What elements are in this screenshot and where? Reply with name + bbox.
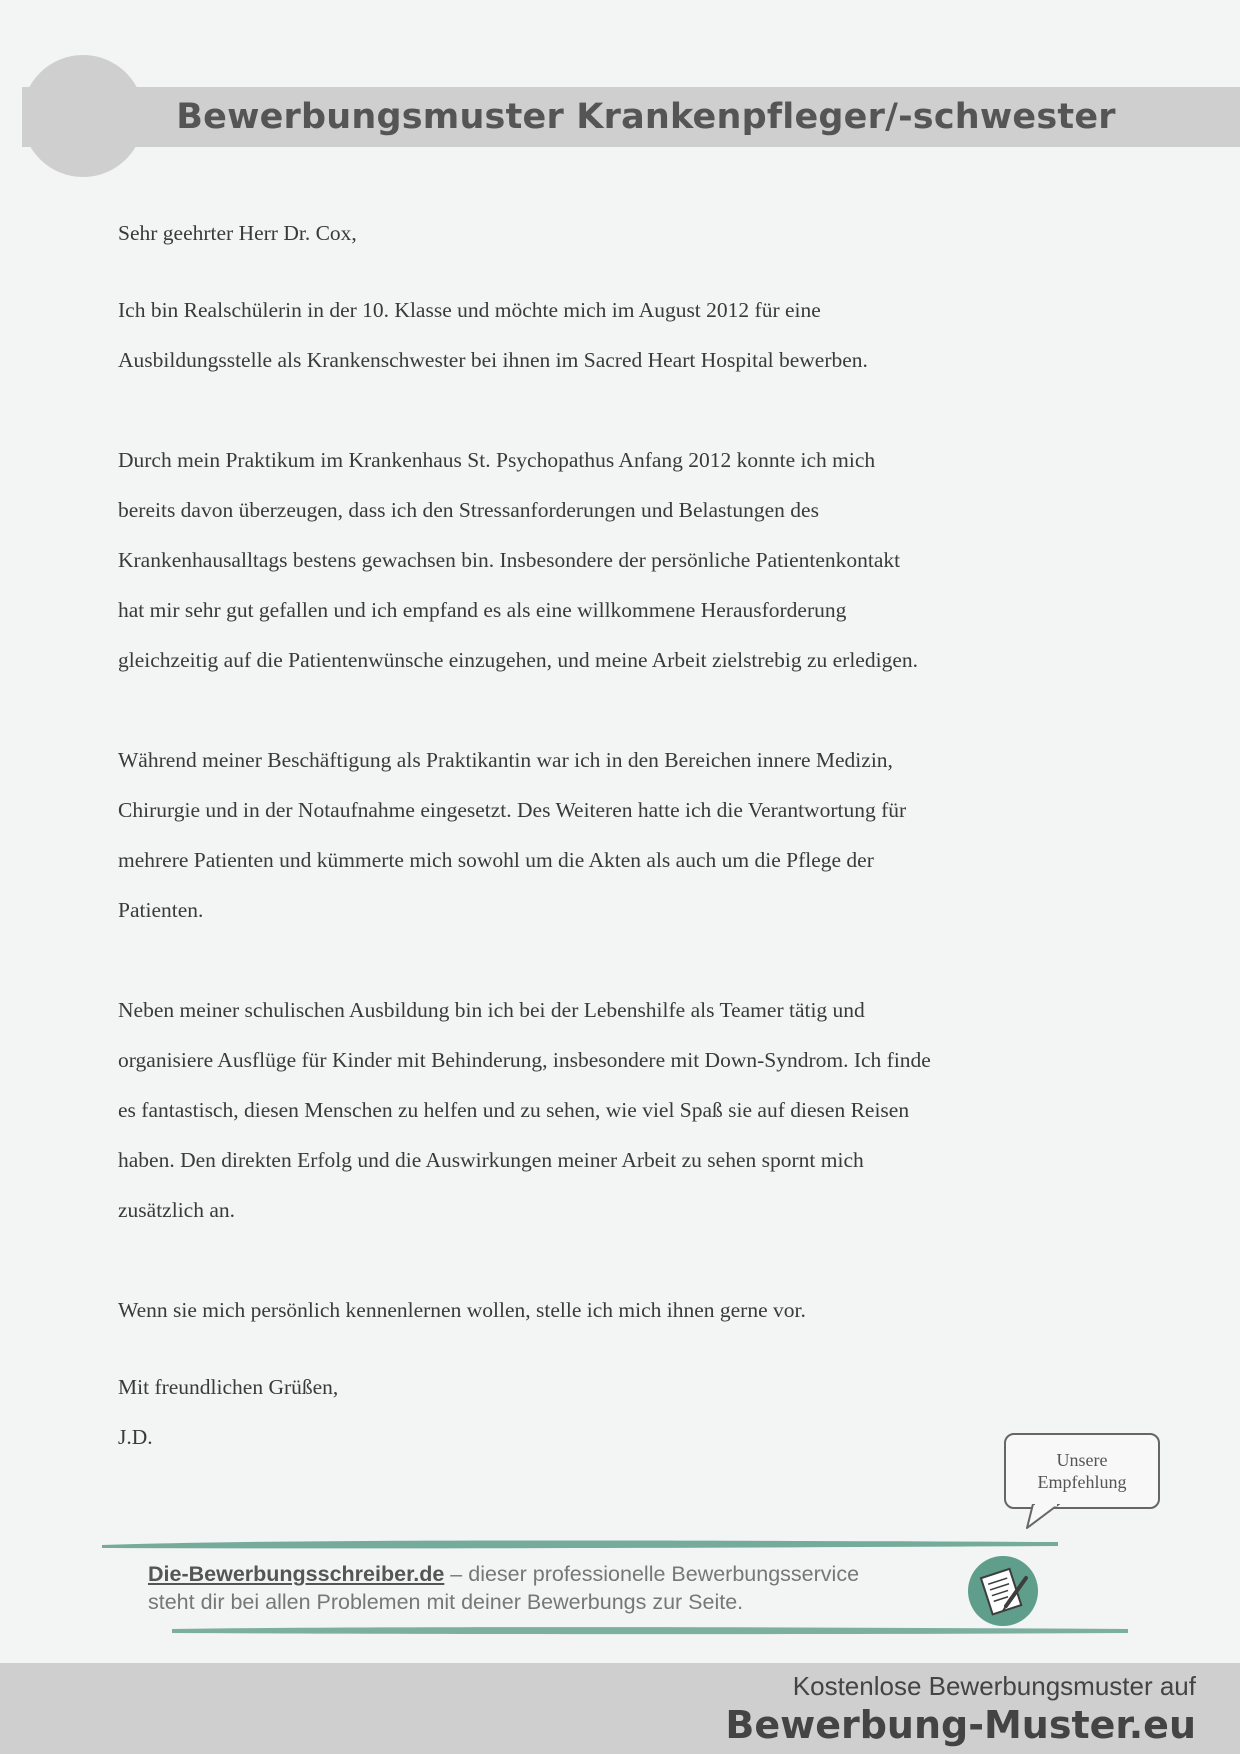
letter-body [118,208,1138,1462]
document-pen-icon [968,1556,1038,1626]
speech-bubble-tail-icon [1025,1504,1085,1530]
page-title: Bewerbungsmuster Krankenpfleger/-schwester [176,97,1116,137]
letter-paragraph-3: Während meiner Beschäftigung als Praktikantin war ich in den Bereichen innere Medizin, Chirurgie und in der Notaufnahme eingesetzt. Des Weiteren hatte ich die Verantwortung für mehrere Patienten und kümmerte mich sowohl um die Akten als auch um die Pflege der Patienten. [118,748,907,922]
recommendation-line-2: Empfehlung [1037,1472,1127,1492]
letter-paragraph-4: Neben meiner schulischen Ausbildung bin ich bei der Lebenshilfe als Teamer tätig und organisiere Ausflüge für Kinder mit Behinderung, insbesondere mit Down-Syndrom. Ich finde es fantastisch, diesen Menschen zu helfen und zu sehen, wie viel Spaß sie auf diesen Reisen haben. Den direkten Erfolg und die Auswirkungen meiner Arbeit zu sehen spornt mich zusätzlich an. [118,998,931,1222]
promo-link[interactable]: Die-Bewerbungsschreiber.de [148,1562,445,1586]
header-bar [22,87,1240,147]
letter-paragraph-5: Wenn sie mich persönlich kennenlernen wollen, stelle ich mich ihnen gerne vor. [118,1298,806,1322]
letter-salutation: Sehr geehrter Herr Dr. Cox, [118,221,357,245]
letter-signature: J.D. [118,1425,153,1449]
letter-paragraph-1: Ich bin Realschülerin in der 10. Klasse und möchte mich im August 2012 für eine Ausbildungsstelle als Krankenschwester bei ihnen im Sacred Heart Hospital bewerben. [118,298,868,372]
letter-paragraph-2: Durch mein Praktikum im Krankenhaus St. Psychopathus Anfang 2012 konnte ich mich bereits davon überzeugen, dass ich den Stressanforderungen und Belastungen des Krankenhausalltags bestens gewachsen bin. Insbesondere der persönliche Patientenkontakt hat mir sehr gut gefallen und ich empfand es als eine willkommene Herausforderung gleichzeitig auf die Patientenwünsche einzugehen, und meine Arbeit zielstrebig zu erledigen. [118,448,918,672]
footer-tagline: Kostenlose Bewerbungsmuster auf [792,1671,1196,1701]
recommendation-bubble [1004,1433,1160,1509]
footer-site-name[interactable]: Bewerbung-Muster.eu [725,1703,1196,1747]
letter-closing: Mit freundlichen Grüßen, [118,1375,339,1399]
recommendation-line-1: Unsere [1056,1450,1108,1470]
footer-bar [0,1663,1240,1754]
promo-text: Die-Bewerbungsschreiber.de – dieser professionelle Bewerbungsservice steht dir bei allen Problemen mit deiner Bewerbungs zur Seite. [148,1562,860,1614]
brush-stroke-top [100,1537,1060,1551]
